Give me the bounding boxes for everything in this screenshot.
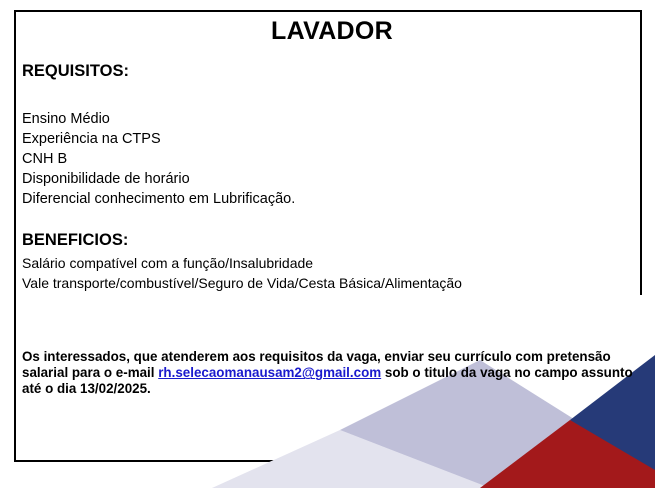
- notice-text-before: Os interessados, que atenderem aos requisitos da vaga, enviar seu currículo com pretensão salarial para o e-mail: [22, 349, 611, 381]
- benefit-item: Salário compatível com a função/Insalubridade: [22, 255, 314, 271]
- email-link[interactable]: rh.selecaomanausam2@gmail.com: [158, 365, 382, 381]
- requirements-heading: REQUISITOS:: [22, 62, 129, 80]
- benefits-list: [22, 253, 462, 293]
- job-title: LAVADOR: [271, 17, 393, 45]
- benefit-item: Vale transporte/combustível/Seguro de Vida/Cesta Básica/Alimentação: [22, 275, 462, 291]
- requirement-item: Ensino Médio: [22, 111, 110, 127]
- application-notice: [22, 349, 652, 397]
- requirements-list: [22, 109, 295, 209]
- requirement-item: CNH B: [22, 151, 68, 167]
- requirement-item: Experiência na CTPS: [22, 131, 161, 147]
- notice-text-after: sob o titulo da vaga no campo assunto até o dia 13/02/2025.: [22, 365, 633, 397]
- requirement-item: Diferencial conhecimento em Lubrificação.: [22, 191, 296, 207]
- benefits-heading: BENEFICIOS:: [22, 231, 129, 249]
- requirement-item: Disponibilidade de horário: [22, 171, 190, 187]
